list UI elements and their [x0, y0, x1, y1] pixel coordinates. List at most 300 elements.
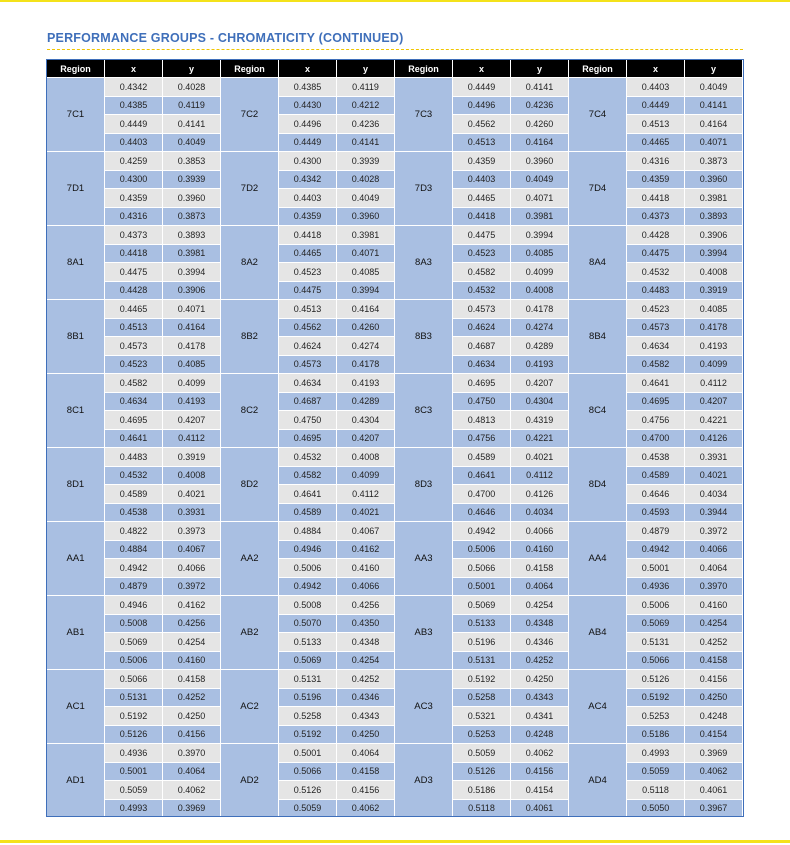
y-value-cell: 0.4178 [337, 355, 395, 374]
y-value-cell: 0.4008 [511, 281, 569, 300]
region-cell: 8A1 [47, 226, 105, 300]
y-value-cell: 0.4021 [337, 503, 395, 522]
y-value-cell: 0.4049 [511, 170, 569, 189]
x-value-cell: 0.5066 [453, 559, 511, 578]
region-cell: AA3 [395, 522, 453, 596]
y-value-cell: 0.3972 [685, 522, 743, 541]
region-cell: AB2 [221, 596, 279, 670]
y-value-cell: 0.4248 [685, 707, 743, 726]
y-value-cell: 0.4250 [337, 725, 395, 744]
x-value-cell: 0.4513 [279, 300, 337, 319]
x-value-cell: 0.5001 [279, 744, 337, 763]
x-value-cell: 0.4359 [279, 207, 337, 226]
y-value-cell: 0.4034 [685, 485, 743, 504]
x-value-cell: 0.4634 [105, 392, 163, 411]
y-value-cell: 0.4049 [337, 189, 395, 208]
y-value-cell: 0.3939 [337, 152, 395, 171]
x-value-cell: 0.4942 [627, 540, 685, 559]
x-value-cell: 0.4589 [453, 448, 511, 467]
region-cell: AB3 [395, 596, 453, 670]
x-value-cell: 0.4359 [627, 170, 685, 189]
region-cell: 7D2 [221, 152, 279, 226]
x-value-cell: 0.5008 [279, 596, 337, 615]
table-row [47, 744, 743, 763]
region-cell: 8A2 [221, 226, 279, 300]
y-value-cell: 0.4160 [511, 540, 569, 559]
x-value-cell: 0.4513 [627, 115, 685, 134]
y-value-cell: 0.3906 [163, 281, 221, 300]
y-value-cell: 0.4254 [337, 651, 395, 670]
y-value-cell: 0.4099 [163, 374, 221, 393]
y-value-cell: 0.3960 [337, 207, 395, 226]
y-value-cell: 0.4289 [337, 392, 395, 411]
x-value-cell: 0.4449 [105, 115, 163, 134]
x-value-cell: 0.4465 [627, 133, 685, 152]
column-header: y [685, 60, 743, 78]
bottom-accent-rule [0, 840, 790, 843]
y-value-cell: 0.4250 [163, 707, 221, 726]
x-value-cell: 0.4936 [105, 744, 163, 763]
x-value-cell: 0.4593 [627, 503, 685, 522]
x-value-cell: 0.5059 [453, 744, 511, 763]
region-cell: 8C4 [569, 374, 627, 448]
x-value-cell: 0.4465 [279, 244, 337, 263]
x-value-cell: 0.5131 [453, 651, 511, 670]
y-value-cell: 0.3939 [163, 170, 221, 189]
x-value-cell: 0.4624 [279, 337, 337, 356]
y-value-cell: 0.3969 [685, 744, 743, 763]
x-value-cell: 0.4428 [105, 281, 163, 300]
x-value-cell: 0.4822 [105, 522, 163, 541]
y-value-cell: 0.3981 [163, 244, 221, 263]
y-value-cell: 0.3981 [685, 189, 743, 208]
y-value-cell: 0.4062 [337, 799, 395, 818]
y-value-cell: 0.4248 [511, 725, 569, 744]
y-value-cell: 0.4254 [685, 614, 743, 633]
y-value-cell: 0.4207 [337, 429, 395, 448]
y-value-cell: 0.4156 [337, 781, 395, 800]
y-value-cell: 0.4164 [685, 115, 743, 134]
y-value-cell: 0.3960 [163, 189, 221, 208]
column-header: x [627, 60, 685, 78]
x-value-cell: 0.5066 [279, 762, 337, 781]
y-value-cell: 0.4319 [511, 411, 569, 430]
x-value-cell: 0.4993 [627, 744, 685, 763]
x-value-cell: 0.4538 [627, 448, 685, 467]
y-value-cell: 0.4348 [337, 633, 395, 652]
region-cell: 8D1 [47, 448, 105, 522]
y-value-cell: 0.3981 [511, 207, 569, 226]
y-value-cell: 0.4254 [511, 596, 569, 615]
column-header: y [511, 60, 569, 78]
x-value-cell: 0.4300 [279, 152, 337, 171]
y-value-cell: 0.3973 [163, 522, 221, 541]
x-value-cell: 0.4589 [627, 466, 685, 485]
y-value-cell: 0.4021 [511, 448, 569, 467]
x-value-cell: 0.4695 [279, 429, 337, 448]
y-value-cell: 0.4064 [163, 762, 221, 781]
y-value-cell: 0.4049 [685, 78, 743, 97]
y-value-cell: 0.4021 [163, 485, 221, 504]
column-header: Region [221, 60, 279, 78]
x-value-cell: 0.5186 [453, 781, 511, 800]
y-value-cell: 0.3970 [685, 577, 743, 596]
y-value-cell: 0.4158 [163, 670, 221, 689]
x-value-cell: 0.4942 [279, 577, 337, 596]
y-value-cell: 0.4141 [337, 133, 395, 152]
x-value-cell: 0.4523 [279, 263, 337, 282]
y-value-cell: 0.4028 [337, 170, 395, 189]
y-value-cell: 0.4049 [163, 133, 221, 152]
column-header: x [105, 60, 163, 78]
column-header: x [453, 60, 511, 78]
x-value-cell: 0.4403 [105, 133, 163, 152]
y-value-cell: 0.4236 [511, 96, 569, 115]
x-value-cell: 0.4259 [105, 152, 163, 171]
y-value-cell: 0.4126 [511, 485, 569, 504]
y-value-cell: 0.3919 [163, 448, 221, 467]
y-value-cell: 0.3893 [685, 207, 743, 226]
region-cell: 7D4 [569, 152, 627, 226]
x-value-cell: 0.4634 [453, 355, 511, 374]
x-value-cell: 0.4700 [453, 485, 511, 504]
x-value-cell: 0.5066 [105, 670, 163, 689]
x-value-cell: 0.4483 [627, 281, 685, 300]
x-value-cell: 0.4359 [105, 189, 163, 208]
x-value-cell: 0.4582 [279, 466, 337, 485]
y-value-cell: 0.3944 [685, 503, 743, 522]
y-value-cell: 0.3967 [685, 799, 743, 818]
region-cell: AC3 [395, 670, 453, 744]
region-cell: 7C4 [569, 78, 627, 152]
page-title: PERFORMANCE GROUPS - CHROMATICITY (CONTINUED) [47, 31, 404, 45]
x-value-cell: 0.5006 [279, 559, 337, 578]
y-value-cell: 0.4154 [685, 725, 743, 744]
region-cell: 7D3 [395, 152, 453, 226]
x-value-cell: 0.4589 [279, 503, 337, 522]
x-value-cell: 0.4993 [105, 799, 163, 818]
y-value-cell: 0.4099 [511, 263, 569, 282]
y-value-cell: 0.4021 [685, 466, 743, 485]
y-value-cell: 0.4158 [685, 651, 743, 670]
x-value-cell: 0.5118 [453, 799, 511, 818]
x-value-cell: 0.4942 [453, 522, 511, 541]
y-value-cell: 0.4212 [337, 96, 395, 115]
y-value-cell: 0.3906 [685, 226, 743, 245]
y-value-cell: 0.4061 [685, 781, 743, 800]
x-value-cell: 0.4695 [105, 411, 163, 430]
y-value-cell: 0.4304 [511, 392, 569, 411]
y-value-cell: 0.4164 [163, 318, 221, 337]
y-value-cell: 0.4062 [163, 781, 221, 800]
x-value-cell: 0.5253 [453, 725, 511, 744]
x-value-cell: 0.4403 [279, 189, 337, 208]
x-value-cell: 0.4884 [279, 522, 337, 541]
region-cell: 8C1 [47, 374, 105, 448]
x-value-cell: 0.4589 [105, 485, 163, 504]
y-value-cell: 0.3969 [163, 799, 221, 818]
y-value-cell: 0.4112 [511, 466, 569, 485]
x-value-cell: 0.4300 [105, 170, 163, 189]
y-value-cell: 0.4071 [511, 189, 569, 208]
y-value-cell: 0.4064 [685, 559, 743, 578]
y-value-cell: 0.3970 [163, 744, 221, 763]
y-value-cell: 0.4119 [337, 78, 395, 97]
region-cell: AC1 [47, 670, 105, 744]
y-value-cell: 0.4178 [163, 337, 221, 356]
x-value-cell: 0.4430 [279, 96, 337, 115]
x-value-cell: 0.5059 [627, 762, 685, 781]
x-value-cell: 0.4641 [105, 429, 163, 448]
x-value-cell: 0.5059 [279, 799, 337, 818]
x-value-cell: 0.5069 [453, 596, 511, 615]
x-value-cell: 0.4403 [627, 78, 685, 97]
y-value-cell: 0.4064 [511, 577, 569, 596]
x-value-cell: 0.4750 [279, 411, 337, 430]
table-row [47, 522, 743, 541]
region-cell: 8A3 [395, 226, 453, 300]
y-value-cell: 0.4112 [685, 374, 743, 393]
y-value-cell: 0.4193 [685, 337, 743, 356]
x-value-cell: 0.4359 [453, 152, 511, 171]
y-value-cell: 0.4178 [511, 300, 569, 319]
x-value-cell: 0.4496 [279, 115, 337, 134]
x-value-cell: 0.5069 [279, 651, 337, 670]
y-value-cell: 0.4343 [337, 707, 395, 726]
x-value-cell: 0.5192 [627, 688, 685, 707]
region-cell: 8B2 [221, 300, 279, 374]
x-value-cell: 0.4342 [105, 78, 163, 97]
region-cell: AA1 [47, 522, 105, 596]
x-value-cell: 0.4513 [105, 318, 163, 337]
y-value-cell: 0.3994 [337, 281, 395, 300]
x-value-cell: 0.4946 [105, 596, 163, 615]
y-value-cell: 0.4067 [337, 522, 395, 541]
y-value-cell: 0.4252 [337, 670, 395, 689]
y-value-cell: 0.4207 [511, 374, 569, 393]
y-value-cell: 0.4350 [337, 614, 395, 633]
y-value-cell: 0.3853 [163, 152, 221, 171]
region-cell: 8D4 [569, 448, 627, 522]
x-value-cell: 0.4523 [453, 244, 511, 263]
region-cell: AD4 [569, 744, 627, 818]
x-value-cell: 0.4813 [453, 411, 511, 430]
region-cell: 7C3 [395, 78, 453, 152]
table-row [47, 596, 743, 615]
y-value-cell: 0.4126 [685, 429, 743, 448]
x-value-cell: 0.4316 [105, 207, 163, 226]
y-value-cell: 0.4207 [685, 392, 743, 411]
y-value-cell: 0.4178 [685, 318, 743, 337]
y-value-cell: 0.4008 [685, 263, 743, 282]
x-value-cell: 0.4465 [453, 189, 511, 208]
x-value-cell: 0.4573 [279, 355, 337, 374]
y-value-cell: 0.3981 [337, 226, 395, 245]
x-value-cell: 0.4532 [453, 281, 511, 300]
x-value-cell: 0.5059 [105, 781, 163, 800]
y-value-cell: 0.4343 [511, 688, 569, 707]
y-value-cell: 0.4071 [685, 133, 743, 152]
x-value-cell: 0.4532 [627, 263, 685, 282]
top-accent-rule [0, 0, 790, 2]
x-value-cell: 0.5131 [279, 670, 337, 689]
region-cell: 8C2 [221, 374, 279, 448]
y-value-cell: 0.4062 [685, 762, 743, 781]
x-value-cell: 0.4700 [627, 429, 685, 448]
x-value-cell: 0.4449 [279, 133, 337, 152]
table-row [47, 670, 743, 689]
y-value-cell: 0.4141 [685, 96, 743, 115]
x-value-cell: 0.5006 [453, 540, 511, 559]
y-value-cell: 0.4085 [685, 300, 743, 319]
y-value-cell: 0.3873 [163, 207, 221, 226]
y-value-cell: 0.4221 [511, 429, 569, 448]
x-value-cell: 0.5196 [279, 688, 337, 707]
x-value-cell: 0.5131 [105, 688, 163, 707]
table-row [47, 226, 743, 245]
x-value-cell: 0.4573 [627, 318, 685, 337]
x-value-cell: 0.5196 [453, 633, 511, 652]
y-value-cell: 0.4236 [337, 115, 395, 134]
column-header: y [337, 60, 395, 78]
y-value-cell: 0.4304 [337, 411, 395, 430]
x-value-cell: 0.4385 [279, 78, 337, 97]
table-body [47, 78, 743, 818]
x-value-cell: 0.4641 [627, 374, 685, 393]
x-value-cell: 0.4418 [105, 244, 163, 263]
x-value-cell: 0.4936 [627, 577, 685, 596]
x-value-cell: 0.4562 [279, 318, 337, 337]
y-value-cell: 0.4062 [511, 744, 569, 763]
x-value-cell: 0.4418 [627, 189, 685, 208]
region-cell: 8B3 [395, 300, 453, 374]
y-value-cell: 0.4256 [337, 596, 395, 615]
y-value-cell: 0.4028 [163, 78, 221, 97]
y-value-cell: 0.4193 [337, 374, 395, 393]
y-value-cell: 0.4085 [511, 244, 569, 263]
y-value-cell: 0.4162 [163, 596, 221, 615]
y-value-cell: 0.4008 [163, 466, 221, 485]
x-value-cell: 0.4316 [627, 152, 685, 171]
region-cell: AB4 [569, 596, 627, 670]
y-value-cell: 0.4160 [685, 596, 743, 615]
region-cell: AA2 [221, 522, 279, 596]
region-cell: AC4 [569, 670, 627, 744]
x-value-cell: 0.5258 [453, 688, 511, 707]
region-cell: AD2 [221, 744, 279, 818]
table-row [47, 448, 743, 467]
x-value-cell: 0.4695 [627, 392, 685, 411]
x-value-cell: 0.4532 [279, 448, 337, 467]
x-value-cell: 0.5133 [279, 633, 337, 652]
region-cell: AC2 [221, 670, 279, 744]
x-value-cell: 0.5006 [627, 596, 685, 615]
x-value-cell: 0.5001 [627, 559, 685, 578]
x-value-cell: 0.5133 [453, 614, 511, 633]
region-cell: 8C3 [395, 374, 453, 448]
x-value-cell: 0.4418 [279, 226, 337, 245]
x-value-cell: 0.5258 [279, 707, 337, 726]
region-cell: AD1 [47, 744, 105, 818]
x-value-cell: 0.5192 [105, 707, 163, 726]
x-value-cell: 0.5321 [453, 707, 511, 726]
table-row [47, 300, 743, 319]
x-value-cell: 0.5001 [453, 577, 511, 596]
y-value-cell: 0.4066 [163, 559, 221, 578]
region-cell: 7D1 [47, 152, 105, 226]
region-cell: 7C1 [47, 78, 105, 152]
x-value-cell: 0.4687 [453, 337, 511, 356]
column-header: x [279, 60, 337, 78]
y-value-cell: 0.3994 [511, 226, 569, 245]
y-value-cell: 0.4207 [163, 411, 221, 430]
y-value-cell: 0.4341 [511, 707, 569, 726]
x-value-cell: 0.4573 [105, 337, 163, 356]
x-value-cell: 0.4624 [453, 318, 511, 337]
y-value-cell: 0.4158 [511, 559, 569, 578]
x-value-cell: 0.4573 [453, 300, 511, 319]
x-value-cell: 0.5069 [627, 614, 685, 633]
x-value-cell: 0.4695 [453, 374, 511, 393]
y-value-cell: 0.4061 [511, 799, 569, 818]
region-cell: AD3 [395, 744, 453, 818]
y-value-cell: 0.4112 [163, 429, 221, 448]
y-value-cell: 0.4158 [337, 762, 395, 781]
x-value-cell: 0.4582 [105, 374, 163, 393]
y-value-cell: 0.4071 [163, 300, 221, 319]
x-value-cell: 0.4513 [453, 133, 511, 152]
column-header: Region [47, 60, 105, 78]
x-value-cell: 0.4641 [279, 485, 337, 504]
x-value-cell: 0.4582 [453, 263, 511, 282]
y-value-cell: 0.4034 [511, 503, 569, 522]
table-row [47, 78, 743, 97]
x-value-cell: 0.4879 [105, 577, 163, 596]
y-value-cell: 0.3994 [163, 263, 221, 282]
region-cell: 8A4 [569, 226, 627, 300]
x-value-cell: 0.5008 [105, 614, 163, 633]
region-cell: 8D2 [221, 448, 279, 522]
x-value-cell: 0.4496 [453, 96, 511, 115]
region-cell: AB1 [47, 596, 105, 670]
x-value-cell: 0.4483 [105, 448, 163, 467]
region-cell: 8B4 [569, 300, 627, 374]
y-value-cell: 0.4099 [337, 466, 395, 485]
region-cell: 8B1 [47, 300, 105, 374]
x-value-cell: 0.4532 [105, 466, 163, 485]
x-value-cell: 0.5001 [105, 762, 163, 781]
y-value-cell: 0.4112 [337, 485, 395, 504]
table-row [47, 152, 743, 171]
y-value-cell: 0.3972 [163, 577, 221, 596]
x-value-cell: 0.4884 [105, 540, 163, 559]
y-value-cell: 0.4066 [337, 577, 395, 596]
y-value-cell: 0.4348 [511, 614, 569, 633]
x-value-cell: 0.4403 [453, 170, 511, 189]
x-value-cell: 0.4687 [279, 392, 337, 411]
x-value-cell: 0.5050 [627, 799, 685, 818]
x-value-cell: 0.4428 [627, 226, 685, 245]
x-value-cell: 0.5126 [105, 725, 163, 744]
y-value-cell: 0.4067 [163, 540, 221, 559]
y-value-cell: 0.4250 [511, 670, 569, 689]
region-cell: AA4 [569, 522, 627, 596]
column-header: y [163, 60, 221, 78]
y-value-cell: 0.4085 [163, 355, 221, 374]
x-value-cell: 0.4373 [627, 207, 685, 226]
x-value-cell: 0.4562 [453, 115, 511, 134]
x-value-cell: 0.4475 [453, 226, 511, 245]
